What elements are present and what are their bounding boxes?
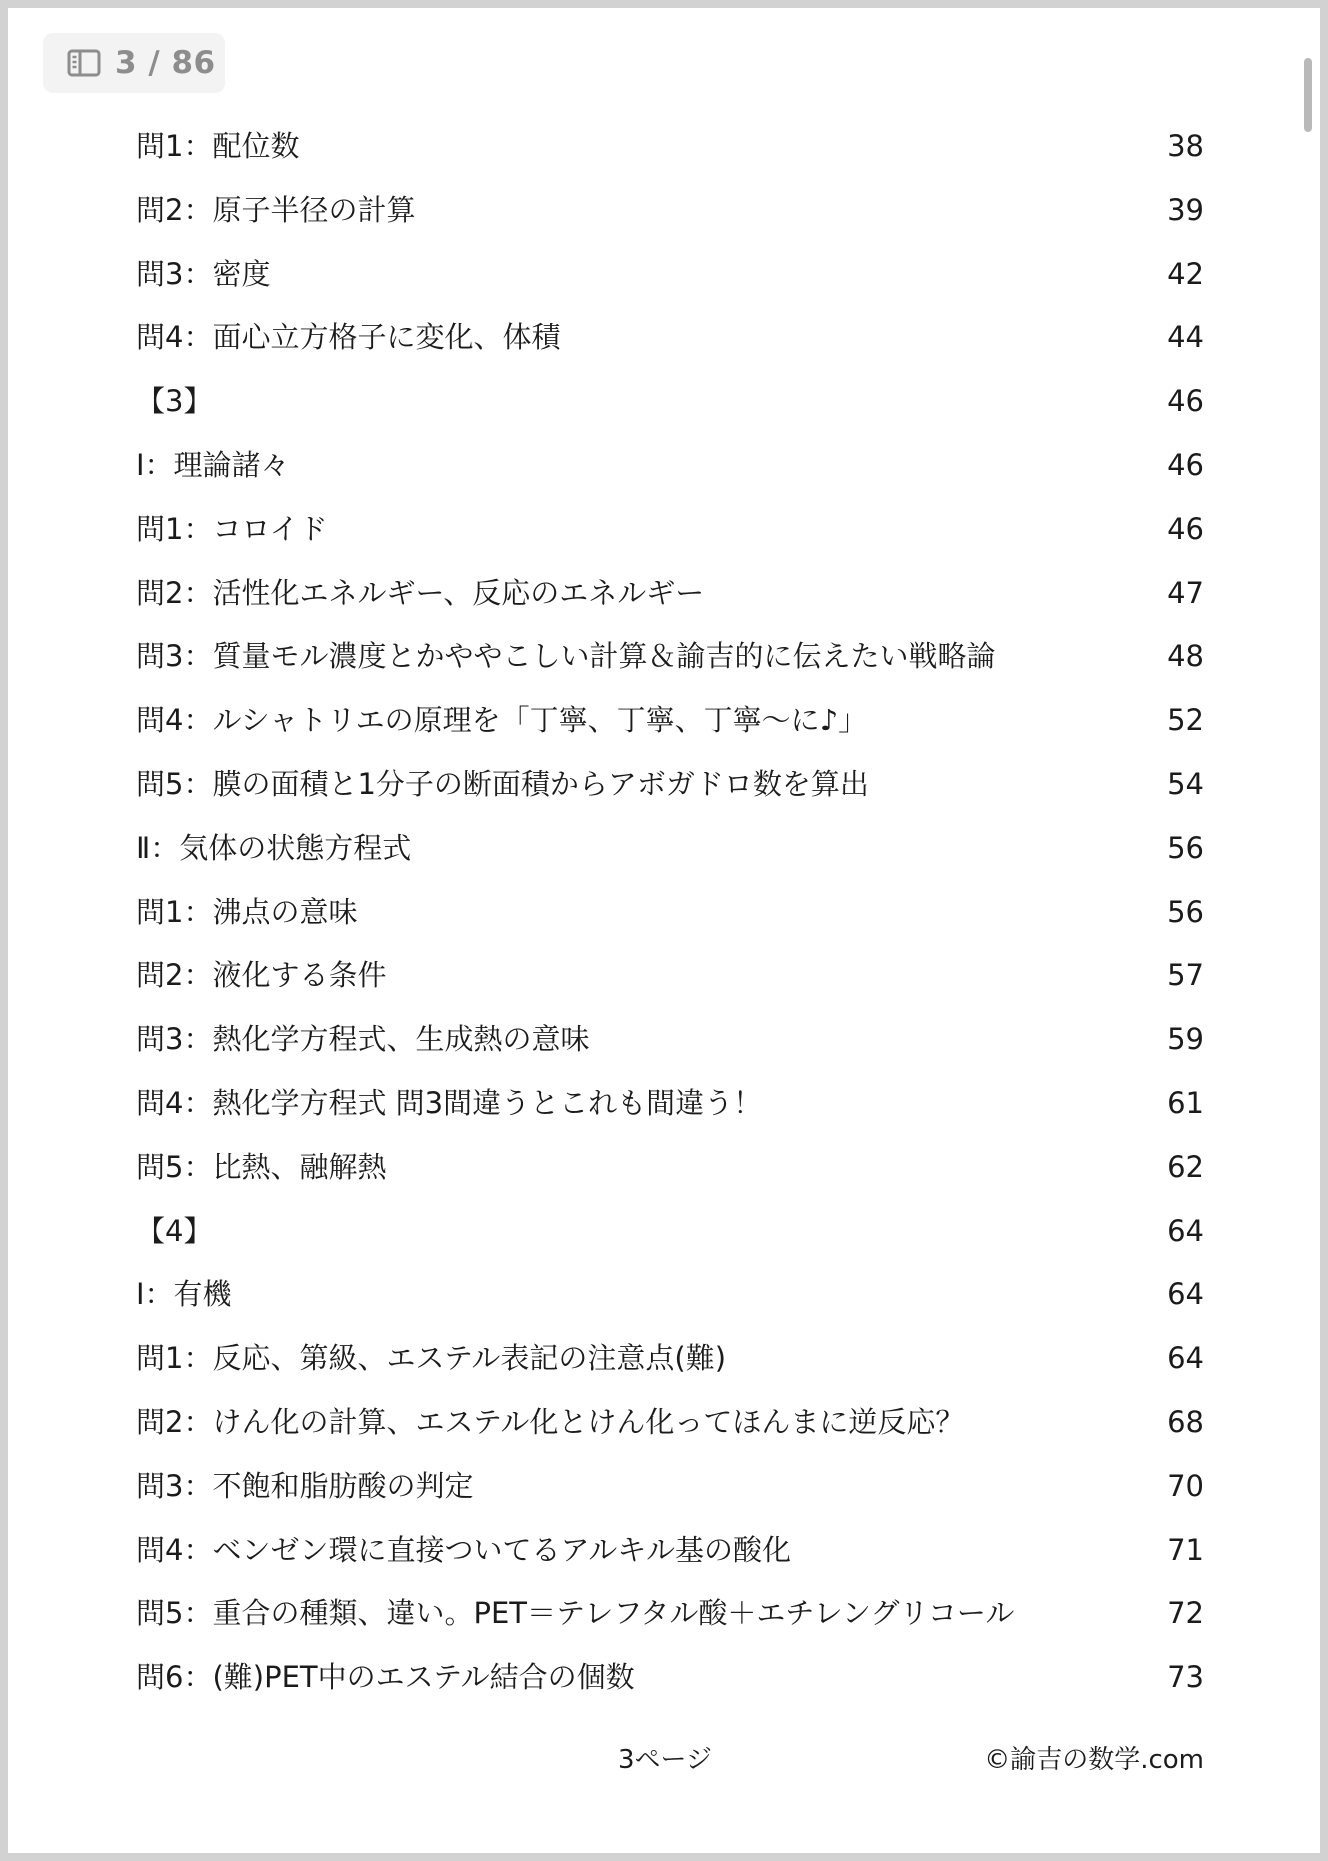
toc-entry-label: 問4：熱化学方程式 問3間違うとこれも間違う！ bbox=[136, 1085, 763, 1120]
toc-entry-label: 問3：不飽和脂肪酸の判定 bbox=[136, 1468, 474, 1503]
toc-entry[interactable] bbox=[8, 252, 1320, 316]
toc-entry[interactable] bbox=[8, 1145, 1320, 1209]
toc-entry-page: 59 bbox=[1167, 1022, 1204, 1057]
toc-entry[interactable] bbox=[8, 379, 1320, 443]
toc-entry-label: Ⅰ：理論諸々 bbox=[136, 447, 290, 482]
toc-entry[interactable] bbox=[8, 698, 1320, 762]
toc-entry[interactable] bbox=[8, 1400, 1320, 1464]
page-indicator-button[interactable] bbox=[43, 33, 225, 93]
page-indicator-count: 3 / 86 bbox=[115, 45, 216, 81]
toc-entry-label: 問4：ベンゼン環に直接ついてるアルキル基の酸化 bbox=[136, 1532, 792, 1567]
scrollbar-thumb[interactable] bbox=[1304, 58, 1312, 132]
toc-entry-page: 56 bbox=[1167, 894, 1204, 929]
toc-entry[interactable] bbox=[8, 1017, 1320, 1081]
toc-entry-page: 70 bbox=[1167, 1468, 1204, 1503]
toc-entry[interactable] bbox=[8, 826, 1320, 890]
toc-entry[interactable] bbox=[8, 188, 1320, 252]
toc-entry[interactable] bbox=[8, 634, 1320, 698]
toc-entry-label: 問2：液化する条件 bbox=[136, 958, 387, 993]
toc-entry-label: 問2：けん化の計算、エステル化とけん化ってほんまに逆反応？ bbox=[136, 1404, 965, 1439]
toc-entry-page: 72 bbox=[1167, 1596, 1204, 1631]
toc-entry-label: 問5：比熱、融解熱 bbox=[136, 1149, 387, 1184]
toc-entry[interactable] bbox=[8, 443, 1320, 507]
toc-entry[interactable] bbox=[8, 1464, 1320, 1528]
toc-entry-page: 48 bbox=[1167, 639, 1204, 674]
toc-entry-page: 52 bbox=[1167, 703, 1204, 738]
toc-entry-page: 39 bbox=[1167, 192, 1204, 227]
toc-entry-page: 56 bbox=[1167, 830, 1204, 865]
sidebar-icon bbox=[67, 49, 101, 77]
toc-entry[interactable] bbox=[8, 1336, 1320, 1400]
toc-entry-page: 64 bbox=[1167, 1341, 1204, 1376]
toc-entry-page: 47 bbox=[1167, 575, 1204, 610]
toc-entry[interactable] bbox=[8, 124, 1320, 188]
toc-entry[interactable] bbox=[8, 1081, 1320, 1145]
toc-entry-page: 46 bbox=[1167, 384, 1204, 419]
toc-entry-label: 問3：熱化学方程式、生成熱の意味 bbox=[136, 1022, 590, 1057]
document-page bbox=[8, 8, 1320, 1853]
toc-entry[interactable] bbox=[8, 890, 1320, 954]
toc-entry-page: 57 bbox=[1167, 958, 1204, 993]
toc-entry-label: 問1：配位数 bbox=[136, 129, 300, 163]
toc-entry-label: 問4：面心立方格子に変化、体積 bbox=[136, 320, 561, 355]
toc-entry-page: 61 bbox=[1167, 1085, 1204, 1120]
toc-entry-label: 問2：原子半径の計算 bbox=[136, 192, 416, 227]
toc-entry[interactable] bbox=[8, 1272, 1320, 1336]
toc-entry-page: 54 bbox=[1167, 766, 1204, 801]
toc-entry-page: 46 bbox=[1167, 511, 1204, 546]
footer-page-number: 3ページ bbox=[618, 1745, 713, 1775]
toc-entry[interactable] bbox=[8, 571, 1320, 635]
toc-entry[interactable] bbox=[8, 1528, 1320, 1592]
toc-entry-page: 38 bbox=[1167, 129, 1204, 163]
toc-entry[interactable] bbox=[8, 762, 1320, 826]
toc-entry[interactable] bbox=[8, 507, 1320, 571]
toc-entry[interactable] bbox=[8, 315, 1320, 379]
toc-entry[interactable] bbox=[8, 953, 1320, 1017]
toc-entry[interactable] bbox=[8, 1655, 1320, 1719]
toc-entry-page: 46 bbox=[1167, 447, 1204, 482]
toc-entry-label: Ⅰ：有機 bbox=[136, 1277, 232, 1312]
toc-entry-page: 64 bbox=[1167, 1277, 1204, 1312]
toc-entry-label: 問4：ルシャトリエの原理を「丁寧、丁寧、丁寧〜に♪」 bbox=[136, 703, 868, 738]
toc-entry-label: 問1：コロイド bbox=[136, 511, 328, 546]
toc-entry-label: 問2：活性化エネルギー、反応のエネルギー bbox=[136, 575, 705, 610]
toc-entry-label: 問3：質量モル濃度とかややこしい計算＆諭吉的に伝えたい戦略論 bbox=[136, 639, 996, 674]
toc-entry-label: 問3：密度 bbox=[136, 256, 271, 291]
toc-entry-label: 【3】 bbox=[136, 384, 213, 419]
footer-copyright: ©諭吉の数学.com bbox=[984, 1745, 1204, 1775]
toc-entry-page: 71 bbox=[1167, 1532, 1204, 1567]
table-of-contents bbox=[8, 124, 1320, 1719]
toc-entry-page: 62 bbox=[1167, 1149, 1204, 1184]
toc-entry-label: Ⅱ：気体の状態方程式 bbox=[136, 830, 412, 865]
toc-entry-page: 64 bbox=[1167, 1213, 1204, 1248]
toc-entry[interactable] bbox=[8, 1591, 1320, 1655]
toc-entry-page: 42 bbox=[1167, 256, 1204, 291]
toc-entry-page: 68 bbox=[1167, 1404, 1204, 1439]
toc-entry-label: 問5：膜の面積と1分子の断面積からアボガドロ数を算出 bbox=[136, 766, 869, 801]
toc-entry[interactable] bbox=[8, 1209, 1320, 1273]
toc-entry-label: 問6：(難)PET中のエステル結合の個数 bbox=[136, 1660, 635, 1695]
toc-entry-page: 73 bbox=[1167, 1660, 1204, 1695]
toc-entry-label: 問1：沸点の意味 bbox=[136, 894, 358, 929]
toc-entry-page: 44 bbox=[1167, 320, 1204, 355]
toc-entry-label: 問1：反応、第級、エステル表記の注意点(難) bbox=[136, 1341, 727, 1376]
toc-entry-label: 問5：重合の種類、違い。PET＝テレフタル酸＋エチレングリコール bbox=[136, 1596, 1015, 1631]
toc-entry-label: 【4】 bbox=[136, 1213, 213, 1248]
